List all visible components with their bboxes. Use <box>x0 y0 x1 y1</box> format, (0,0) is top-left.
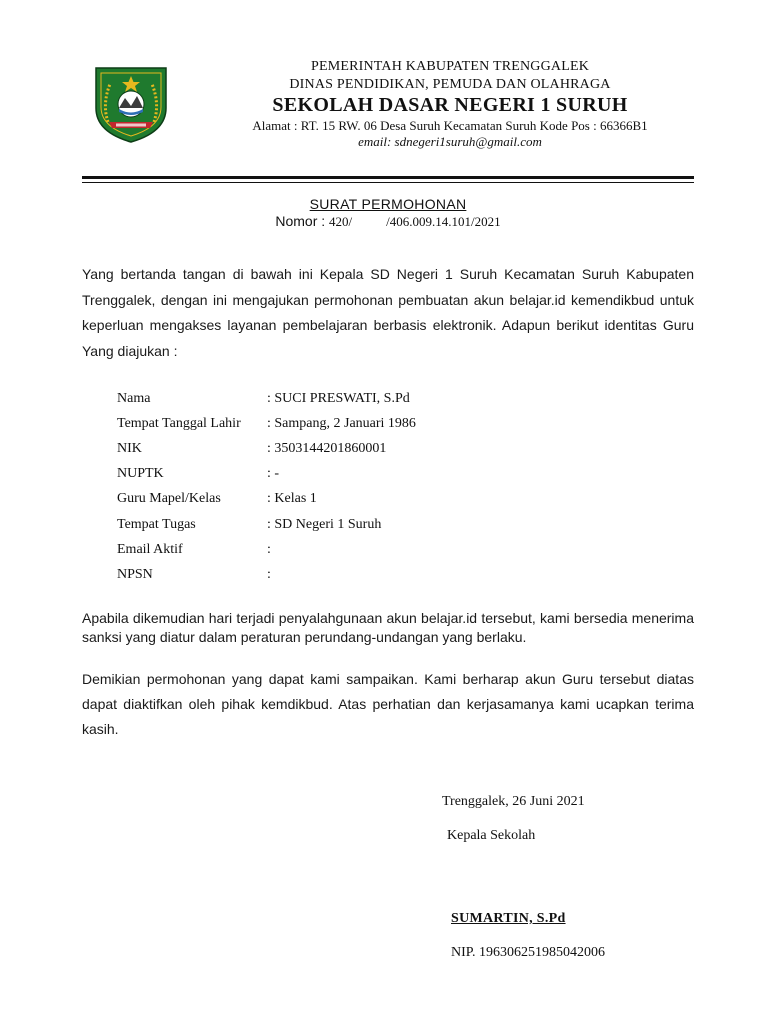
identity-row <box>117 487 416 512</box>
closing-text: Demikian permohonan yang dapat kami sampaikan. Kami berharap akun Guru tersebut diatas dapat diaktifkan oleh pihak kemdikbud. Atas perhatian dan kerjasamanya kami ucapkan terima kasih. <box>82 671 694 737</box>
intro-text: Yang bertanda tangan di bawah ini Kepala SD Negeri 1 Suruh Kecamatan Suruh Kabupaten Trenggalek, dengan ini mengajukan permohonan pembuatan akun belajar.id kemendikbud untuk keperluan mengakses layanan pembelajaran berbasis elektronik. Adapun berikut identitas Guru Yang diajukan : <box>82 266 694 359</box>
letterhead-divider-thick <box>82 176 694 179</box>
identity-label: Tempat Tanggal Lahir <box>117 415 241 431</box>
identity-value: : Kelas 1 <box>267 491 317 507</box>
letter-title: SURAT PERMOHONAN <box>309 196 467 212</box>
letterhead-government: PEMERINTAH KABUPATEN TRENGGALEK <box>310 59 590 74</box>
letter-number-part2: /406.009.14.101/2021 <box>386 214 501 229</box>
signature-place-date: Trenggalek, 26 Juni 2021 <box>442 794 585 809</box>
closing-paragraph <box>82 667 694 742</box>
identity-row <box>117 436 416 461</box>
letter-number <box>82 213 694 230</box>
letterhead-email: email: sdnegeri1suruh@gmail.com <box>358 134 542 149</box>
identity-label: Tempat Tugas <box>117 516 196 532</box>
identity-value: : - <box>267 466 280 482</box>
identity-label: NUPTK <box>117 466 164 482</box>
identity-label: NPSN <box>117 566 153 582</box>
letterhead-school-name: SEKOLAH DASAR NEGERI 1 SURUH <box>272 94 628 116</box>
identity-table <box>117 386 416 588</box>
identity-row <box>117 411 416 436</box>
intro-paragraph <box>82 262 694 364</box>
identity-row <box>117 386 416 411</box>
identity-row <box>117 537 416 562</box>
signature-role: Kepala Sekolah <box>447 828 536 843</box>
signature-nip: NIP. 196306251985042006 <box>451 945 606 960</box>
letterhead-department: DINAS PENDIDIKAN, PEMUDA DAN OLAHRAGA <box>289 77 611 92</box>
identity-row <box>117 562 416 587</box>
letter-number-part1: 420/ <box>329 214 353 229</box>
sanction-text: Apabila dikemudian hari terjadi penyalahgunaan akun belajar.id tersebut, kami bersedia menerima sanksi yang diatur dalam peraturan perundang-undangan yang berlaku. <box>82 610 694 645</box>
signature-name: SUMARTIN, S.Pd <box>451 911 566 926</box>
identity-label: Email Aktif <box>117 541 183 557</box>
letter-number-label: Nomor : <box>275 213 330 229</box>
identity-value: : <box>267 566 271 582</box>
identity-value: : SD Negeri 1 Suruh <box>267 516 382 532</box>
trenggalek-regency-emblem-icon <box>92 64 170 144</box>
identity-value: : Sampang, 2 Januari 1986 <box>267 415 416 431</box>
identity-label: NIK <box>117 440 142 456</box>
letterhead-divider-thin <box>82 182 694 183</box>
identity-label: Nama <box>117 390 151 406</box>
identity-row <box>117 462 416 487</box>
identity-value: : <box>267 541 271 557</box>
sanction-paragraph <box>82 609 694 647</box>
identity-value: : 3503144201860001 <box>267 440 387 456</box>
identity-value: : SUCI PRESWATI, S.Pd <box>267 390 410 406</box>
identity-row <box>117 512 416 537</box>
identity-label: Guru Mapel/Kelas <box>117 491 221 507</box>
letterhead-address: Alamat : RT. 15 RW. 06 Desa Suruh Kecamatan Suruh Kode Pos : 66366B1 <box>252 118 648 133</box>
